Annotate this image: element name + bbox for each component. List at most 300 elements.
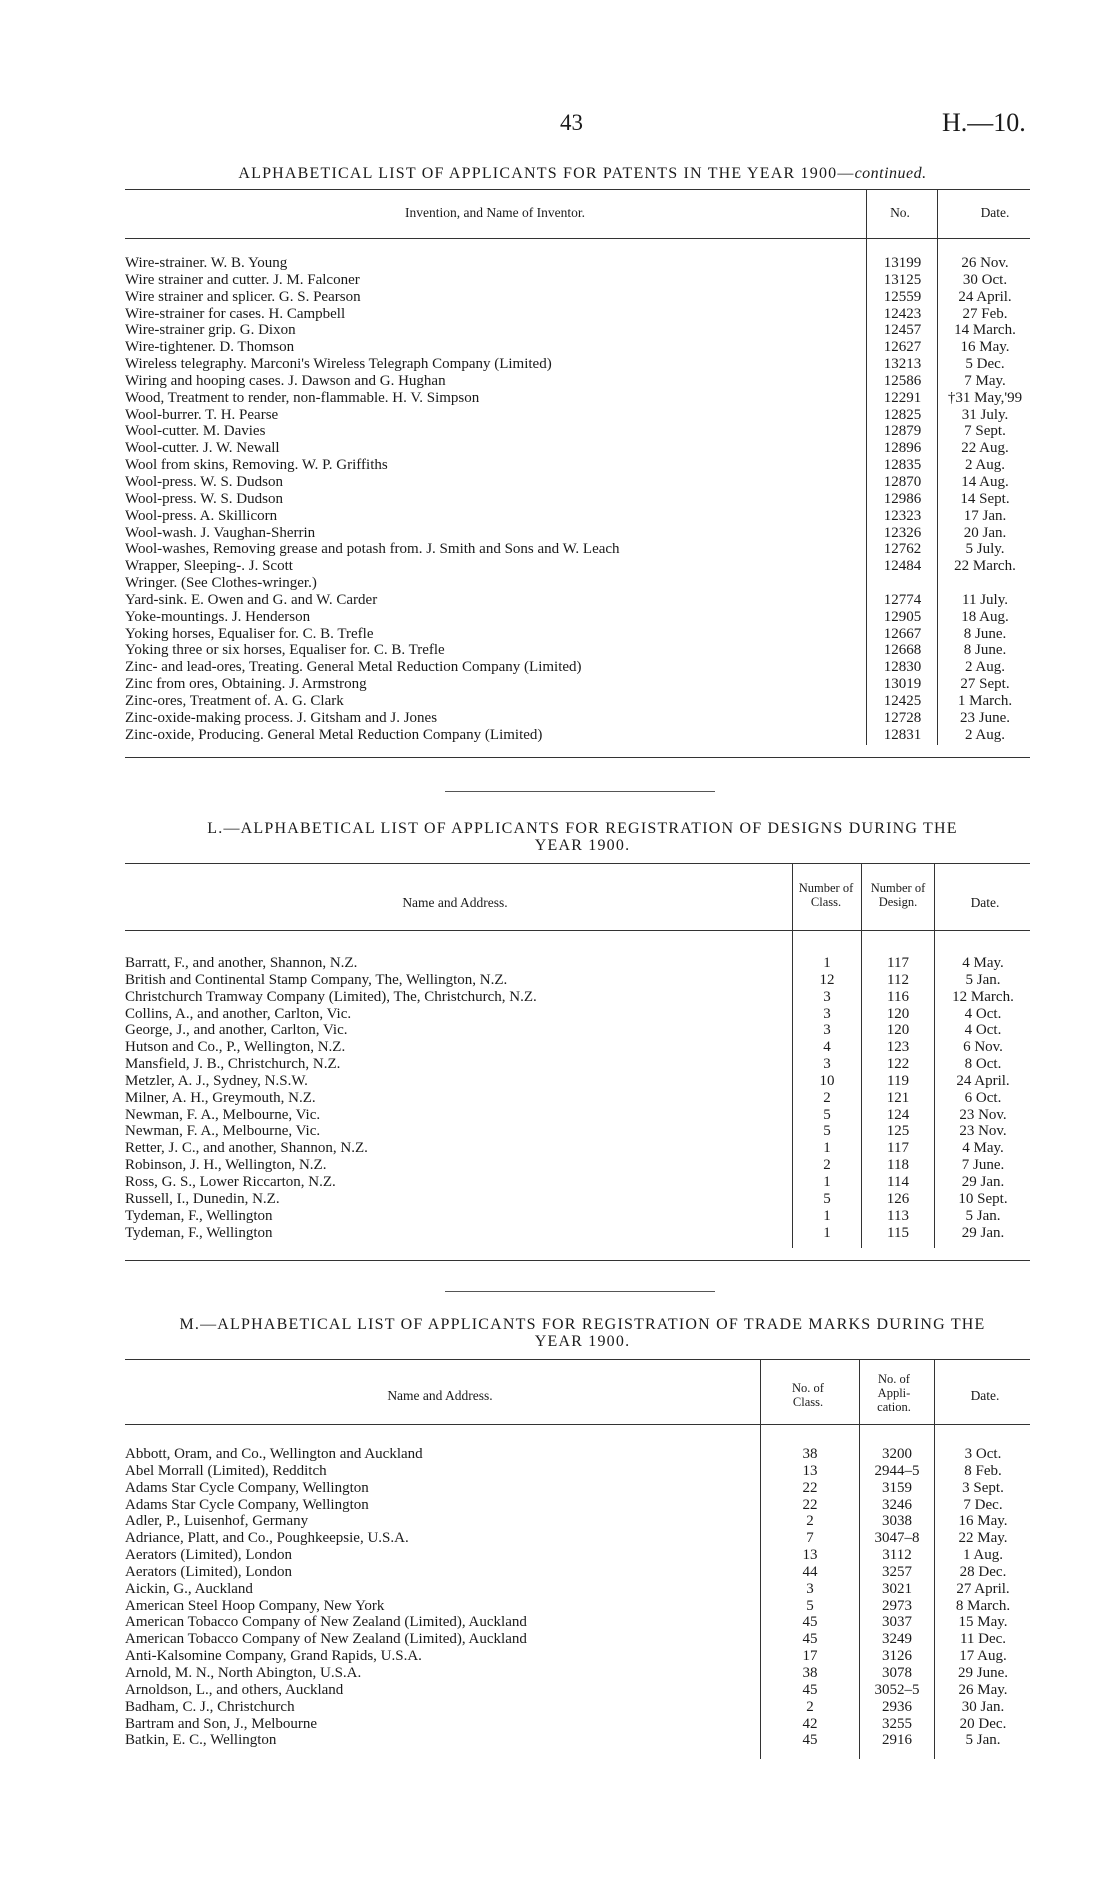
patent-row: [125, 592, 1030, 609]
trademark-date: 28 Dec.: [959, 1563, 1007, 1580]
designs-bottom-rule: [125, 1260, 1030, 1261]
trademark-date: 11 Dec.: [959, 1631, 1007, 1648]
trademark-applicant: Aerators (Limited), London: [125, 1563, 293, 1580]
patent-row: [125, 457, 1030, 474]
design-applicant: George, J., and another, Carlton, Vic.: [125, 1022, 348, 1039]
design-number: 121: [886, 1089, 910, 1106]
design-date: 4 Oct.: [964, 1022, 1002, 1039]
patent-row: [125, 609, 1030, 626]
design-number: 126: [886, 1190, 910, 1207]
trademark-date: 17 Aug.: [959, 1648, 1007, 1665]
trademark-class-number: 13: [802, 1547, 818, 1564]
patent-number: 12831: [883, 726, 922, 743]
design-number: 117: [887, 955, 909, 971]
patent-number: 12668: [883, 642, 922, 659]
patent-invention: Yoke-mountings. J. Henderson: [125, 608, 311, 625]
patent-number: 12425: [883, 692, 922, 709]
design-class-number: 3: [823, 1005, 831, 1022]
design-number: 115: [887, 1224, 909, 1241]
trademark-applicant: American Tobacco Company of New Zealand (Limited), Auckland: [125, 1631, 527, 1648]
design-class-number: 1: [823, 1173, 831, 1190]
trademark-row: [125, 1581, 1030, 1598]
design-applicant: Robinson, J. H., Wellington, N.Z.: [125, 1157, 327, 1174]
designs-table: [125, 955, 1030, 1241]
design-number: 120: [886, 1005, 910, 1022]
patent-row: [125, 508, 1030, 525]
page-number: 43: [560, 110, 583, 135]
trademark-row: [125, 1648, 1030, 1665]
designs-header-rule: [125, 930, 1030, 931]
trademarks-table: [125, 1446, 1030, 1749]
patent-date: †31 May,'99: [947, 389, 1023, 406]
design-row: [125, 1157, 1030, 1174]
patent-number: 13199: [883, 255, 922, 271]
patent-invention: Wrapper, Sleeping-. J. Scott: [125, 558, 293, 575]
patent-invention: Zinc from ores, Obtaining. J. Armstrong: [125, 676, 367, 693]
patent-date: 7 Sept.: [964, 423, 1006, 440]
trademark-row: [125, 1598, 1030, 1615]
trademarks-top-rule: [125, 1359, 1030, 1360]
trademark-row: [125, 1732, 1030, 1749]
trademark-application-number: 3037: [882, 1614, 912, 1631]
patent-invention: Zinc- and lead-ores, Treating. General Metal Reduction Company (Limited): [125, 659, 582, 676]
patent-date: 14 March.: [954, 322, 1016, 339]
patents-top-rule: [125, 189, 1030, 190]
design-applicant: Retter, J. C., and another, Shannon, N.Z.: [125, 1140, 368, 1157]
trademark-date: 3 Oct.: [964, 1446, 1002, 1462]
patent-invention: Wool-cutter. M. Davies: [125, 423, 266, 440]
trademark-application-number: 3200: [882, 1446, 912, 1462]
patents-title: [125, 165, 1040, 182]
trademark-date: 27 April.: [956, 1580, 1010, 1597]
document-reference: H.—10.: [942, 108, 1026, 137]
patent-row: [125, 474, 1030, 491]
design-row: [125, 1123, 1030, 1140]
trademark-applicant: Aerators (Limited), London: [125, 1547, 293, 1564]
trademarks-header-rule: [125, 1424, 1030, 1425]
design-row: [125, 1022, 1030, 1039]
patent-date: 7 May.: [964, 372, 1006, 389]
patent-invention: Wiring and hooping cases. J. Dawson and G. Hughan: [125, 372, 446, 389]
trademark-class-number: 2: [806, 1513, 814, 1530]
design-applicant: Hutson and Co., P., Wellington, N.Z.: [125, 1039, 346, 1056]
trademark-application-number: 3021: [882, 1580, 912, 1597]
patent-number: 12457: [883, 322, 922, 339]
design-date: 4 May.: [962, 955, 1004, 971]
patent-invention: Wool-press. A. Skillicorn: [125, 507, 278, 524]
patents-header-no: No.: [890, 205, 910, 220]
patent-row: [125, 255, 1030, 272]
trademark-date: 30 Jan.: [961, 1698, 1005, 1715]
patent-number: 12879: [883, 423, 922, 440]
trademark-class-number: 7: [806, 1530, 814, 1547]
patent-date: 11 July.: [962, 591, 1008, 608]
design-class-number: 1: [823, 955, 831, 971]
trademark-date: 16 May.: [958, 1513, 1008, 1530]
patent-number: 12291: [883, 389, 922, 406]
design-applicant: Mansfield, J. B., Christchurch, N.Z.: [125, 1056, 341, 1073]
design-applicant: Newman, F. A., Melbourne, Vic.: [125, 1106, 321, 1123]
trademark-application-number: 2973: [882, 1597, 912, 1614]
designs-title: [125, 820, 1040, 854]
designs-header-design: Number of Design.: [870, 881, 926, 909]
patent-row: [125, 322, 1030, 339]
design-applicant: Milner, A. H., Greymouth, N.Z.: [125, 1089, 316, 1106]
patent-date: 8 June.: [963, 642, 1007, 659]
patent-date: 18 Aug.: [961, 608, 1009, 625]
trademark-applicant: Adams Star Cycle Company, Wellington: [125, 1479, 369, 1496]
trademark-class-number: 44: [802, 1563, 818, 1580]
patent-row: [125, 272, 1030, 289]
trademark-class-number: 17: [802, 1648, 818, 1665]
design-row: [125, 1090, 1030, 1107]
patents-title-suffix: continued.: [854, 165, 927, 182]
trademark-class-number: 5: [806, 1597, 814, 1614]
trademark-applicant: Badham, C. J., Christchurch: [125, 1698, 295, 1715]
patent-date: 27 Feb.: [962, 305, 1008, 322]
patent-invention: Wire-tightener. D. Thomson: [125, 339, 295, 356]
patent-date: 2 Aug.: [964, 726, 1005, 743]
design-row: [125, 972, 1030, 989]
trademark-applicant: Bartram and Son, J., Melbourne: [125, 1715, 318, 1732]
patent-number: 12728: [883, 709, 922, 726]
trademark-application-number: 3078: [882, 1664, 912, 1681]
patent-number: 12326: [883, 524, 922, 541]
trademarks-header-name: Name and Address.: [387, 1388, 493, 1403]
patent-row: [125, 339, 1030, 356]
design-number: 120: [886, 1022, 910, 1039]
trademarks-header-application: No. of Appli- cation.: [877, 1372, 911, 1414]
design-number: 117: [887, 1140, 909, 1157]
patents-header-rule: [125, 238, 1030, 239]
trademark-class-number: 45: [802, 1614, 818, 1631]
patent-row: [125, 710, 1030, 727]
patent-date: 14 Aug.: [961, 473, 1009, 490]
trademark-row: [125, 1631, 1030, 1648]
trademarks-title-line1: M.—ALPHABETICAL LIST OF APPLICANTS FOR REGISTRATION OF TRADE MARKS DURING THE: [179, 1316, 986, 1333]
patent-invention: Yard-sink. E. Owen and G. and W. Carder: [125, 591, 378, 608]
design-row: [125, 1107, 1030, 1124]
patent-number: 12896: [883, 440, 922, 457]
patent-date: 22 Aug.: [961, 440, 1009, 457]
patent-row: [125, 390, 1030, 407]
patent-row: [125, 659, 1030, 676]
trademark-date: 8 March.: [955, 1597, 1011, 1614]
trademark-row: [125, 1497, 1030, 1514]
trademark-date: 15 May.: [958, 1614, 1008, 1631]
patent-invention: Wool-burrer. T. H. Pearse: [125, 406, 279, 423]
designs-top-rule: [125, 863, 1030, 864]
patent-date: 27 Sept.: [960, 676, 1010, 693]
patents-bottom-rule: [125, 757, 1030, 758]
patent-invention: Wireless telegraphy. Marconi's Wireless Telegraph Company (Limited): [125, 356, 552, 373]
trademark-applicant: Arnoldson, L., and others, Auckland: [125, 1681, 344, 1698]
design-class-number: 2: [823, 1157, 831, 1174]
design-applicant: Collins, A., and another, Carlton, Vic.: [125, 1005, 352, 1022]
design-number: 125: [886, 1123, 910, 1140]
patent-date: 20 Jan.: [963, 524, 1007, 541]
patent-invention: Wire strainer and splicer. G. S. Pearson: [125, 288, 361, 305]
design-number: 124: [886, 1106, 910, 1123]
design-applicant: Tydeman, F., Wellington: [125, 1207, 273, 1224]
trademark-row: [125, 1665, 1030, 1682]
patent-row: [125, 289, 1030, 306]
design-class-number: 3: [823, 1022, 831, 1039]
trademark-application-number: 3038: [882, 1513, 912, 1530]
trademark-applicant: Aickin, G., Auckland: [125, 1580, 253, 1597]
patent-invention: Wool-press. W. S. Dudson: [125, 473, 283, 490]
designs-header-class: Number of Class.: [798, 881, 854, 909]
designs-header-name: Name and Address.: [402, 895, 508, 910]
design-date: 10 Sept.: [958, 1190, 1008, 1207]
trademark-row: [125, 1513, 1030, 1530]
patent-invention: Wire-strainer. W. B. Young: [125, 255, 288, 271]
patent-number: 12825: [883, 406, 922, 423]
patent-row: [125, 693, 1030, 710]
design-applicant: Tydeman, F., Wellington: [125, 1224, 273, 1241]
patent-number: 12870: [883, 473, 922, 490]
patent-number: 12586: [883, 372, 922, 389]
design-class-number: 5: [823, 1123, 831, 1140]
design-number: 113: [887, 1207, 909, 1224]
trademark-application-number: 3112: [882, 1547, 912, 1564]
designs-header-date: Date.: [970, 895, 1000, 910]
trademark-application-number: 2944–5: [874, 1462, 920, 1479]
trademark-date: 5 Jan.: [965, 1732, 1001, 1749]
design-date: 5 Jan.: [965, 971, 1001, 988]
patent-invention: Wire-strainer for cases. H. Campbell: [125, 305, 346, 322]
trademark-row: [125, 1530, 1030, 1547]
patent-row: [125, 373, 1030, 390]
design-applicant: Metzler, A. J., Sydney, N.S.W.: [125, 1072, 308, 1089]
patent-date: 26 Nov.: [961, 255, 1009, 271]
design-row: [125, 989, 1030, 1006]
design-class-number: 4: [823, 1039, 831, 1056]
patent-invention: Yoking three or six horses, Equaliser for. C. B. Trefle: [125, 642, 445, 659]
trademark-row: [125, 1682, 1030, 1699]
trademark-applicant: American Steel Hoop Company, New York: [125, 1597, 385, 1614]
trademark-row: [125, 1547, 1030, 1564]
patent-number: 12559: [883, 288, 922, 305]
patent-invention: Wool from skins, Removing. W. P. Griffiths: [125, 457, 388, 474]
design-date: 4 May.: [962, 1140, 1004, 1157]
trademark-class-number: 45: [802, 1631, 818, 1648]
design-applicant: Ross, G. S., Lower Riccarton, N.Z.: [125, 1173, 336, 1190]
design-applicant: Russell, I., Dunedin, N.Z.: [125, 1190, 280, 1207]
trademark-class-number: 22: [802, 1479, 818, 1496]
patent-invention: Zinc-oxide-making process. J. Gitsham and J. Jones: [125, 709, 438, 726]
trademark-row: [125, 1564, 1030, 1581]
design-date: 23 Nov.: [959, 1106, 1007, 1123]
trademark-row: [125, 1463, 1030, 1480]
patent-row: [125, 491, 1030, 508]
patent-invention: Wool-press. W. S. Dudson: [125, 490, 283, 507]
design-number: 114: [887, 1173, 909, 1190]
design-row: [125, 1225, 1030, 1242]
trademark-row: [125, 1716, 1030, 1733]
trademark-applicant: Anti-Kalsomine Company, Grand Rapids, U.S.A.: [125, 1648, 422, 1665]
design-class-number: 5: [823, 1190, 831, 1207]
design-row: [125, 1208, 1030, 1225]
design-applicant: Newman, F. A., Melbourne, Vic.: [125, 1123, 321, 1140]
design-number: 112: [887, 971, 909, 988]
design-date: 29 Jan.: [961, 1173, 1005, 1190]
patent-date: 24 April.: [958, 288, 1012, 305]
patent-row: [125, 525, 1030, 542]
patent-date: 8 June.: [963, 625, 1007, 642]
patent-number: 12830: [883, 659, 922, 676]
design-row: [125, 1140, 1030, 1157]
designs-title-line1: L.—ALPHABETICAL LIST OF APPLICANTS FOR REGISTRATION OF DESIGNS DURING THE: [207, 820, 958, 837]
patent-row: [125, 727, 1030, 744]
section-separator-2: [445, 1291, 715, 1292]
patent-date: 14 Sept.: [960, 490, 1010, 507]
design-row: [125, 1073, 1030, 1090]
patent-row: [125, 558, 1030, 575]
trademark-date: 8 Feb.: [964, 1462, 1002, 1479]
trademark-application-number: 2916: [882, 1732, 912, 1749]
patent-invention: Zinc-ores, Treatment of. A. G. Clark: [125, 692, 344, 709]
patent-number: 12762: [883, 541, 922, 558]
design-applicant: Christchurch Tramway Company (Limited), The, Christchurch, N.Z.: [125, 988, 537, 1005]
trademark-application-number: 3246: [882, 1496, 912, 1513]
trademark-row: [125, 1446, 1030, 1463]
patent-number: 12423: [883, 305, 922, 322]
design-applicant: British and Continental Stamp Company, The, Wellington, N.Z.: [125, 971, 508, 988]
design-class-number: 10: [819, 1072, 835, 1089]
trademark-date: 7 Dec.: [963, 1496, 1003, 1513]
patent-row: [125, 407, 1030, 424]
trademark-class-number: 45: [802, 1681, 818, 1698]
patent-invention: Wool-cutter. J. W. Newall: [125, 440, 280, 457]
design-class-number: 1: [823, 1140, 831, 1157]
design-date: 6 Nov.: [963, 1039, 1003, 1056]
patent-number: 12667: [883, 625, 922, 642]
design-date: 29 Jan.: [961, 1224, 1005, 1241]
design-class-number: 12: [819, 971, 835, 988]
trademark-date: 20 Dec.: [959, 1715, 1007, 1732]
design-class-number: 5: [823, 1106, 831, 1123]
design-applicant: Barratt, F., and another, Shannon, N.Z.: [125, 955, 358, 971]
patent-number: 12627: [883, 339, 922, 356]
trademark-class-number: 13: [802, 1462, 818, 1479]
trademark-date: 22 May.: [958, 1530, 1008, 1547]
trademarks-header-class: No. of Class.: [792, 1381, 824, 1409]
trademark-class-number: 42: [802, 1715, 818, 1732]
trademark-date: 1 Aug.: [962, 1547, 1003, 1564]
patent-number: 12986: [883, 490, 922, 507]
trademarks-title-line2: YEAR 1900.: [534, 1333, 631, 1350]
trademark-applicant: American Tobacco Company of New Zealand (Limited), Auckland: [125, 1614, 527, 1631]
designs-title-line2: YEAR 1900.: [534, 837, 631, 854]
patents-title-text: ALPHABETICAL LIST OF APPLICANTS FOR PATENTS IN THE YEAR 1900—: [238, 165, 855, 182]
trademark-class-number: 22: [802, 1496, 818, 1513]
patent-date: 30 Oct.: [962, 271, 1008, 288]
patent-number: 12905: [883, 608, 922, 625]
trademark-class-number: 38: [802, 1664, 818, 1681]
trademark-applicant: Arnold, M. N., North Abington, U.S.A.: [125, 1664, 362, 1681]
patent-date: 2 Aug.: [964, 659, 1005, 676]
design-row: [125, 1006, 1030, 1023]
trademark-date: 3 Sept.: [962, 1479, 1004, 1496]
patent-date: 1 March.: [957, 692, 1013, 709]
trademark-applicant: Adler, P., Luisenhof, Germany: [125, 1513, 309, 1530]
design-row: [125, 1174, 1030, 1191]
design-date: 5 Jan.: [965, 1207, 1001, 1224]
design-date: 8 Oct.: [964, 1056, 1002, 1073]
design-row: [125, 1056, 1030, 1073]
trademark-applicant: Adams Star Cycle Company, Wellington: [125, 1496, 369, 1513]
patent-row: [125, 440, 1030, 457]
trademark-row: [125, 1614, 1030, 1631]
patent-number: 13213: [883, 356, 922, 373]
patent-date: 5 July.: [965, 541, 1005, 558]
trademark-class-number: 2: [806, 1698, 814, 1715]
trademark-application-number: 3159: [882, 1479, 912, 1496]
design-class-number: 1: [823, 1224, 831, 1241]
patent-date: 17 Jan.: [963, 507, 1007, 524]
design-date: 24 April.: [956, 1072, 1010, 1089]
trademark-application-number: 3249: [882, 1631, 912, 1648]
patents-table: [125, 255, 1030, 743]
trademark-application-number: 3126: [882, 1648, 912, 1665]
patent-date: 31 July.: [961, 406, 1009, 423]
patent-number: 13125: [883, 271, 922, 288]
trademark-class-number: 3: [806, 1580, 814, 1597]
patent-row: [125, 676, 1030, 693]
design-date: 6 Oct.: [964, 1089, 1002, 1106]
patent-invention: Yoking horses, Equaliser for. C. B. Trefle: [125, 625, 374, 642]
design-date: 23 Nov.: [959, 1123, 1007, 1140]
design-date: 12 March.: [952, 988, 1014, 1005]
trademark-date: 26 May.: [958, 1681, 1008, 1698]
patent-invention: Zinc-oxide, Producing. General Metal Reduction Company (Limited): [125, 726, 543, 743]
patent-row: [125, 642, 1030, 659]
trademark-class-number: 45: [802, 1732, 818, 1749]
patent-row: [125, 356, 1030, 373]
design-number: 116: [887, 988, 909, 1005]
patent-invention: Wood, Treatment to render, non-flammable. H. V. Simpson: [125, 389, 480, 406]
patent-date: 16 May.: [960, 339, 1010, 356]
design-class-number: 2: [823, 1089, 831, 1106]
patent-invention: Wringer. (See Clothes-wringer.): [125, 575, 317, 592]
patent-number: 12323: [883, 507, 922, 524]
trademark-row: [125, 1480, 1030, 1497]
patent-number: 12835: [883, 457, 922, 474]
patent-row: [125, 626, 1030, 643]
trademark-applicant: Adriance, Platt, and Co., Poughkeepsie, U.S.A.: [125, 1530, 409, 1547]
patent-invention: Wool-wash. J. Vaughan-Sherrin: [125, 524, 316, 541]
patent-invention: Wire-strainer grip. G. Dixon: [125, 322, 296, 339]
patent-row: [125, 306, 1030, 323]
trademark-row: [125, 1699, 1030, 1716]
trademark-application-number: 3052–5: [874, 1681, 920, 1698]
patent-row: [125, 575, 1030, 592]
patent-date: 23 June.: [960, 709, 1010, 726]
patents-header-date: Date.: [980, 205, 1010, 220]
design-row: [125, 1039, 1030, 1056]
design-number: 119: [887, 1072, 909, 1089]
design-number: 122: [886, 1056, 910, 1073]
patent-date: 22 March.: [954, 558, 1016, 575]
trademarks-title: [125, 1316, 1040, 1350]
design-class-number: 1: [823, 1207, 831, 1224]
trademark-date: 29 June.: [958, 1664, 1008, 1681]
patent-date: 5 Dec.: [965, 356, 1005, 373]
patent-number: 12484: [883, 558, 922, 575]
design-number: 123: [886, 1039, 910, 1056]
trademark-applicant: Abbott, Oram, and Co., Wellington and Auckland: [125, 1446, 423, 1462]
